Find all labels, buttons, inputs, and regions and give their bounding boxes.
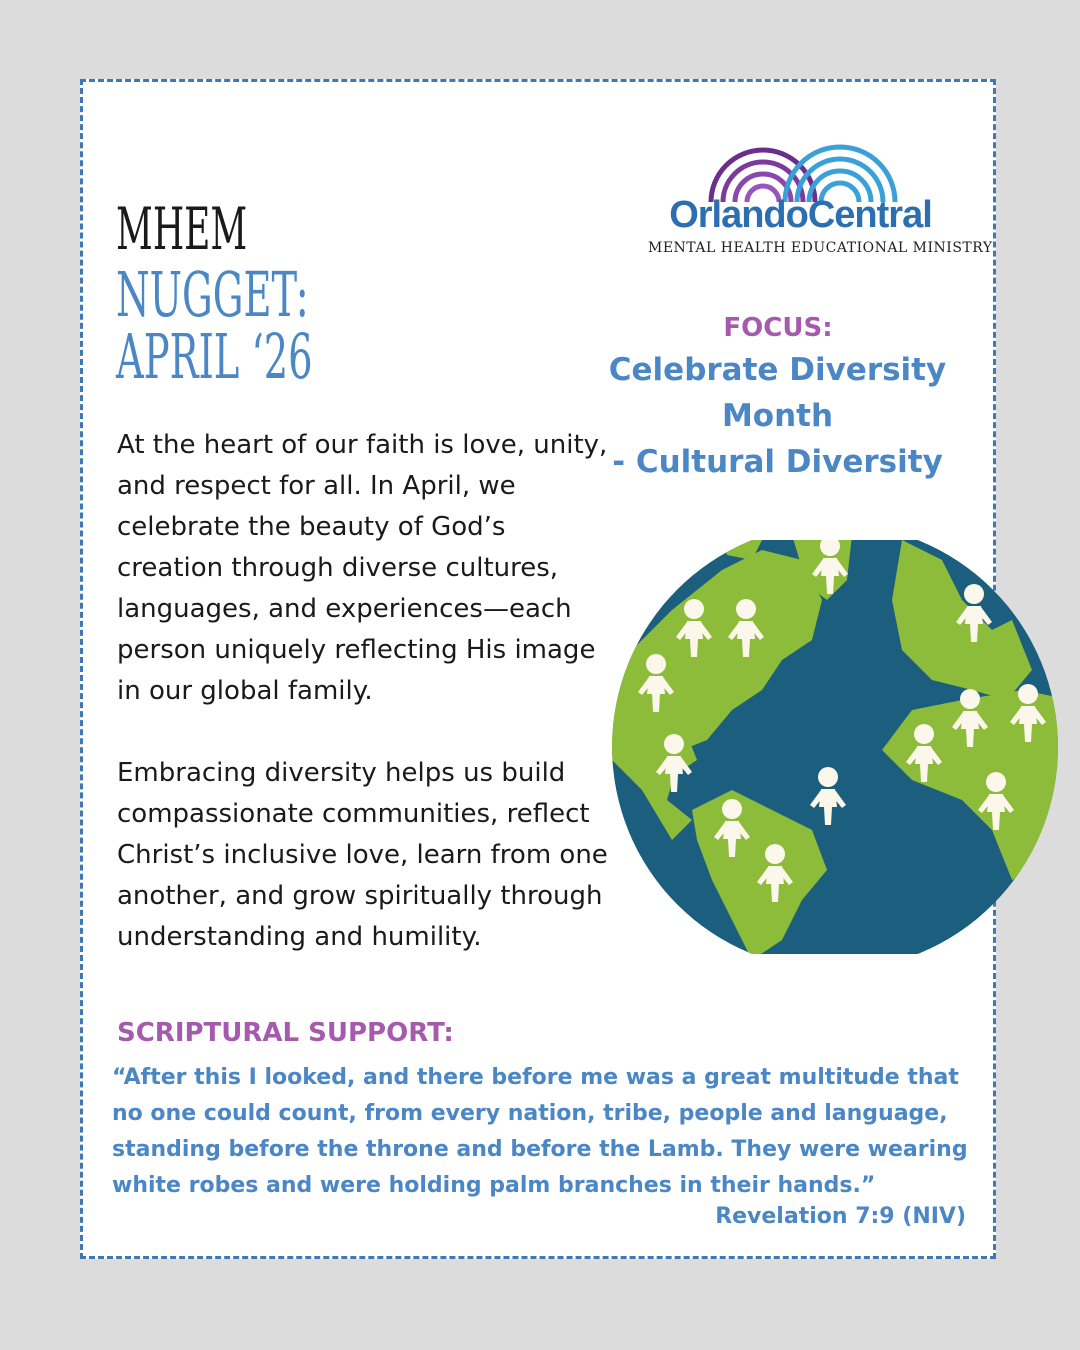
page-title (116, 195, 313, 393)
title-line-3: APRIL ‘26 (116, 320, 313, 393)
body-text (117, 425, 617, 958)
title-line-2: NUGGET: (116, 258, 309, 331)
scripture-label: SCRIPTURAL SUPPORT: (117, 1018, 454, 1048)
body-paragraph-1: At the heart of our faith is love, unity, and respect for all. In April, we celebrate the beauty of God’s creation through diverse cultures, languages, and experiences—each person uniquely reflecting His image in our global family. (117, 430, 608, 706)
scripture-quote: “After this I looked, and there before me was a great multitude that no one could count, from every nation, tribe, people and language, standing before the throne and before the Lamb. They were wearing white robes and were holding palm branches in their hands.” (112, 1065, 968, 1198)
body-paragraph-2: Embracing diversity helps us build compassionate communities, reflect Christ’s inclusive love, learn from one another, and grow spiritually through understanding and humility. (117, 758, 608, 952)
globe-with-people-icon (612, 540, 1080, 954)
title-line-1: MHEM (116, 195, 248, 263)
logo-subtitle: MENTAL HEALTH EDUCATIONAL MINISTRY (648, 240, 993, 256)
focus-title-line-1: Celebrate Diversity Month (608, 352, 947, 434)
focus-title (560, 347, 995, 485)
logo-brand: OrlandoCentral (669, 194, 932, 236)
focus-label: FOCUS: (723, 313, 833, 343)
focus-title-line-2: - Cultural Diversity (612, 444, 943, 480)
ministry-logo (648, 140, 993, 270)
rainbow-arches-icon (703, 140, 903, 202)
scripture-reference: Revelation 7:9 (NIV) (715, 1204, 966, 1229)
